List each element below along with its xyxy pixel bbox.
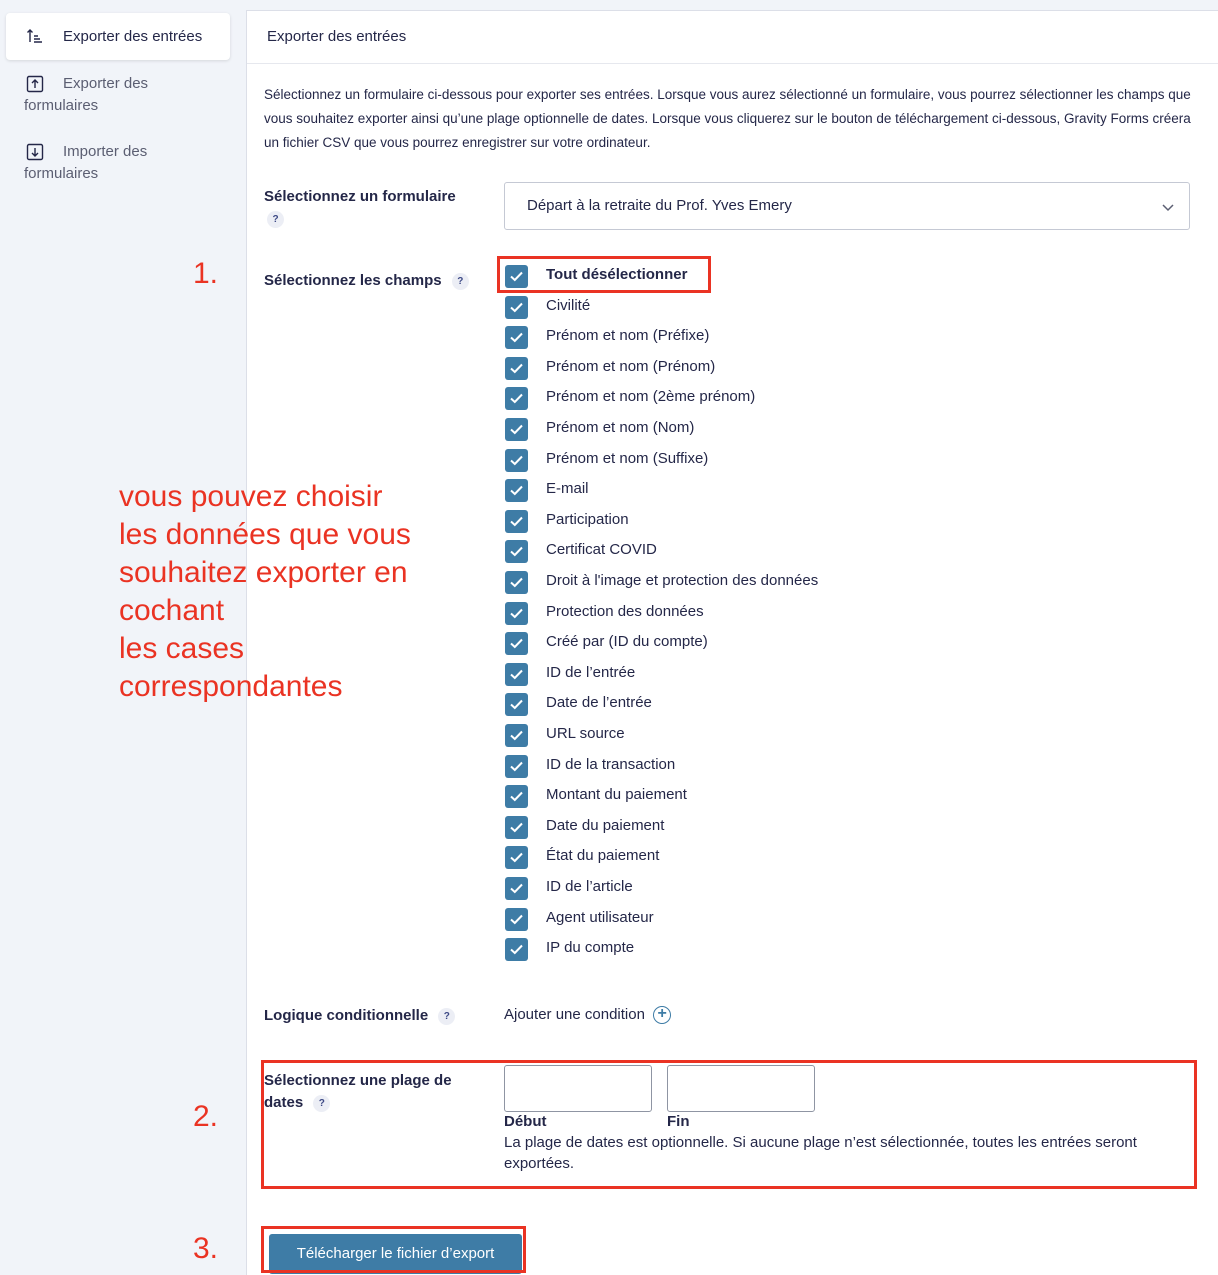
field-checkbox-row[interactable]	[504, 907, 1104, 931]
chevron-down-icon	[1161, 200, 1175, 214]
checkbox-label: Date de l’entrée	[546, 694, 652, 712]
help-icon[interactable]: ?	[452, 273, 469, 290]
checkmark-icon	[509, 392, 524, 405]
field-checkbox-row[interactable]	[504, 631, 1104, 655]
annotation-note-line: vous pouvez choisir	[119, 480, 383, 513]
checkmark-icon	[509, 790, 524, 803]
checkbox-checked[interactable]	[505, 693, 528, 716]
checkmark-icon	[509, 454, 524, 467]
add-condition-label: Ajouter une condition	[504, 1006, 645, 1023]
checkmark-icon	[509, 882, 524, 895]
checkbox-label: Prénom et nom (Préfixe)	[546, 327, 710, 345]
annotation-note-line: les cases	[119, 632, 245, 665]
field-checkbox-row[interactable]	[504, 601, 1104, 625]
checkbox-label: URL source	[546, 725, 625, 742]
checkbox-label: Civilité	[546, 296, 591, 314]
field-checkbox-row[interactable]	[504, 815, 1104, 839]
plus-circle-icon: +	[653, 1006, 671, 1024]
annotation-note	[119, 478, 459, 706]
add-condition-link[interactable]	[504, 1006, 671, 1024]
checkbox-checked[interactable]	[505, 449, 528, 472]
checkbox-label: Prénom et nom (Prénom)	[546, 357, 716, 375]
field-checkbox-row[interactable]	[504, 845, 1104, 869]
checkbox-checked[interactable]	[505, 479, 528, 502]
date-range-label-text: Sélectionnez une plage de dates	[264, 1072, 452, 1111]
checkbox-checked[interactable]	[505, 816, 528, 839]
checkmark-icon	[509, 545, 524, 558]
checkbox-checked[interactable]	[505, 296, 528, 319]
checkbox-label: Prénom et nom (2ème prénom)	[546, 388, 756, 406]
checkbox-checked[interactable]	[505, 877, 528, 900]
fields-label	[264, 270, 469, 292]
checkbox-label: Tout désélectionner	[546, 266, 688, 283]
start-date-label: Début	[504, 1113, 547, 1130]
checkmark-icon	[509, 821, 524, 834]
checkmark-icon	[509, 851, 524, 864]
checkbox-label: Créé par (ID du compte)	[546, 633, 708, 651]
field-checkbox-row[interactable]	[504, 723, 1104, 747]
checkmark-icon	[509, 331, 524, 344]
fields-label-text: Sélectionnez les champs	[264, 272, 442, 289]
sidebar-item-label: Exporter des entrées	[63, 28, 203, 45]
checkmark-icon	[509, 301, 524, 314]
checkmark-icon	[509, 576, 524, 589]
conditional-logic-label-text: Logique conditionnelle	[264, 1007, 429, 1024]
checkbox-checked[interactable]	[505, 755, 528, 778]
field-checkbox-row[interactable]	[504, 325, 1104, 349]
checkbox-label: ID de la transaction	[546, 755, 676, 773]
annotation-step-3: 3.	[193, 1232, 219, 1265]
form-select[interactable]	[504, 182, 1190, 230]
field-checkbox-row[interactable]	[504, 539, 1104, 563]
checkbox-checked[interactable]	[505, 510, 528, 533]
checkbox-checked[interactable]	[505, 540, 528, 563]
sidebar-item-label: Exporter des formulaires	[24, 75, 149, 114]
checkbox-checked[interactable]	[505, 908, 528, 931]
conditional-logic-label	[264, 1005, 455, 1027]
field-checkbox-row[interactable]	[504, 417, 1104, 441]
checkmark-icon	[509, 607, 524, 620]
checkmark-icon	[509, 484, 524, 497]
checkbox-label: ID de l’entrée	[546, 663, 636, 681]
help-icon[interactable]: ?	[438, 1008, 455, 1025]
checkbox-label: Prénom et nom (Suffixe)	[546, 449, 709, 467]
checkbox-label: État du paiement	[546, 847, 660, 865]
panel-title: Exporter des entrées	[267, 28, 407, 45]
form-select-value: Départ à la retraite du Prof. Yves Emery	[527, 197, 792, 214]
field-checkbox-row[interactable]	[504, 356, 1104, 380]
intro-text: Sélectionnez un formulaire ci-dessous pour exporter ses entrées. Lorsque vous aurez sélectionné un formulaire, vous pourrez sélectionner les champs que vous souhaitez exporter ainsi qu’une plage optionnelle de dates. Lorsque vous cliquerez sur le bouton de téléchargement ci-dessous, Gravity Forms créera un fichier CSV que vous pourrez enregistrer sur votre ordinateur.	[264, 87, 1191, 150]
export-entries-icon	[26, 28, 44, 46]
annotation-note-line: souhaitez exporter en	[119, 556, 408, 589]
checkmark-icon	[509, 760, 524, 773]
checkbox-checked[interactable]	[505, 663, 528, 686]
checkbox-checked[interactable]	[505, 387, 528, 410]
field-checkbox-row[interactable]	[504, 754, 1104, 778]
checkbox-label: Droit à l'image et protection des données	[546, 572, 819, 589]
field-checkbox-row[interactable]	[504, 478, 1104, 502]
checkbox-checked[interactable]	[505, 418, 528, 441]
annotation-note-line: cochant	[119, 594, 225, 627]
end-date-label: Fin	[667, 1113, 690, 1130]
annotation-note-line: les données que vous	[119, 518, 411, 551]
annotation-step-2: 2.	[193, 1100, 219, 1133]
help-icon[interactable]: ?	[267, 211, 284, 228]
checkbox-label: Date du paiement	[546, 816, 665, 834]
annotation-box-select-all	[497, 256, 711, 293]
sidebar-item-export-forms[interactable]	[6, 73, 230, 121]
checkmark-icon	[509, 515, 524, 528]
field-checkbox-row[interactable]	[504, 386, 1104, 410]
checkbox-label: Prénom et nom (Nom)	[546, 419, 695, 436]
panel-header	[247, 11, 1218, 64]
field-checkbox-row[interactable]	[504, 692, 1104, 716]
checkbox-checked[interactable]	[505, 326, 528, 349]
checkmark-icon	[509, 913, 524, 926]
field-checkbox-row[interactable]	[504, 876, 1104, 900]
field-checkbox-row[interactable]	[504, 784, 1104, 808]
checkbox-checked[interactable]	[505, 632, 528, 655]
checkbox-checked[interactable]	[505, 357, 528, 380]
checkbox-checked[interactable]	[505, 938, 528, 961]
field-checkbox-row[interactable]	[504, 570, 1104, 594]
field-checkbox-row[interactable]	[504, 509, 1104, 533]
checkmark-icon	[509, 668, 524, 681]
field-checkbox-row[interactable]	[504, 662, 1104, 686]
annotation-step-1: 1.	[193, 257, 219, 290]
checkbox-checked[interactable]	[505, 571, 528, 594]
field-checkbox-row[interactable]	[504, 937, 1104, 961]
checkbox-label: Montant du paiement	[546, 786, 687, 804]
sidebar-item-label: Importer des formulaires	[24, 143, 148, 182]
checkbox-label: Certificat COVID	[546, 541, 657, 559]
checkbox-label: Agent utilisateur	[546, 908, 654, 926]
checkbox-label: ID de l’article	[546, 878, 633, 895]
form-select-label-text: Sélectionnez un formulaire	[264, 188, 456, 205]
checkmark-icon	[509, 423, 524, 436]
download-export-button[interactable]: Télécharger le fichier d’export	[269, 1234, 522, 1274]
checkbox-checked[interactable]	[505, 846, 528, 869]
help-icon[interactable]: ?	[313, 1095, 330, 1112]
field-checkbox-row[interactable]	[504, 295, 1104, 319]
form-select-label	[264, 186, 484, 230]
checkbox-checked[interactable]	[505, 602, 528, 625]
checkbox-checked[interactable]	[505, 724, 528, 747]
field-checkbox-row[interactable]	[504, 448, 1104, 472]
checkmark-icon	[509, 943, 524, 956]
annotation-box-download	[261, 1226, 526, 1273]
checkbox-label: Protection des données	[546, 602, 704, 620]
checkbox-checked[interactable]	[505, 785, 528, 808]
checkbox-label: Participation	[546, 510, 629, 528]
checkbox-label: IP du compte	[546, 939, 635, 957]
annotation-note-line: correspondantes	[119, 670, 343, 703]
checkmark-icon	[509, 698, 524, 711]
checkmark-icon	[509, 729, 524, 742]
checkbox-label: E-mail	[546, 480, 589, 498]
sidebar-item-export-entries[interactable]	[6, 13, 230, 60]
sidebar-item-import-forms[interactable]	[6, 141, 230, 189]
annotation-box-date-range	[261, 1060, 1197, 1189]
date-range-note: La plage de dates est optionnelle. Si aucune plage n’est sélectionnée, toutes les entrées seront exportées.	[504, 1134, 1137, 1172]
checkmark-icon	[509, 362, 524, 375]
checkmark-icon	[509, 637, 524, 650]
